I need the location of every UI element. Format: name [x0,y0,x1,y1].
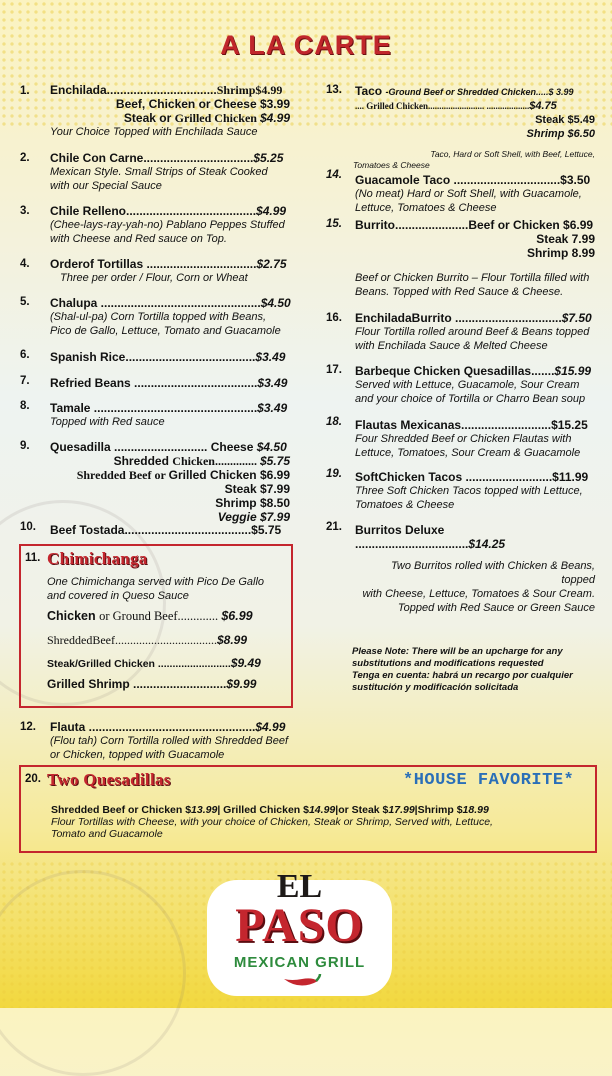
menu-item-taco: Taco -Ground Beef or Shredded Chicken.....$ 3.99 .... Grilled Chicken......................... ...................$4.75 Steak $5.49 Shrimp $6.50 Taco, Hard or Soft Shell, with Beef, Lettuce, Tomatoes & Cheese [353,84,595,170]
item-number: 7. [20,375,30,387]
item-number: 6. [20,349,30,361]
two-quesadillas-heading: Two Quesadillas [47,770,171,789]
chimichanga-heading: Chimichanga [47,549,148,568]
item-number: 13. [326,84,342,96]
menu-item-chile-relleno: Chile Relleno.......................................$4.99 (Chee-lays-ray-yah-no) Pablano Peppes Stuffed with Cheese and Red sauce on Top. [50,204,287,245]
menu-item-refried-beans: Refried Beans .....................................$3.49 [50,376,288,390]
el-paso-logo: EL PASO MEXICAN GRILL [207,880,392,996]
item-number: 2. [20,152,30,164]
item-number: 3. [20,205,30,217]
menu-item-spanish-rice: Spanish Rice.......................................$3.49 [50,350,286,364]
menu-item-flautas-mexicanas: Flautas Mexicanas...........................$15.25 Four Shredded Beef or Chicken Flautas with Lettuce, Tomatoes, Sour Cream & Guacamole [355,418,588,459]
chimichanga-option: Grilled Shrimp ............................$9.99 [47,677,257,691]
menu-item-enchilada-burrito: EnchiladaBurrito ................................$7.50 Flour Tortilla rolled around Beef & Beans topped with Enchilada Sauce & Melted Cheese [355,311,592,352]
two-quesadillas-prices: Shredded Beef or Chicken $13.99| Grilled Chicken $14.99|or Steak $17.99|Shrimp $18.99 [51,804,489,816]
menu-item-bbq-quesadillas: Barbeque Chicken Quesadillas.......$15.99 Served with Lettuce, Guacamole, Sour Cream and your choice of Tortilla or Charro Bean soup [355,364,592,405]
item-number: 9. [20,440,30,452]
item-number: 1. [20,85,30,97]
item-number: 20. [25,773,41,785]
menu-item-soft-chicken-tacos: SoftChicken Tacos ..........................$11.99 Three Soft Chicken Tacos topped with Lettuce, Tomatoes & Cheese [355,470,589,511]
menu-item-burrito: Burrito......................Beef or Chicken $6.99 Steak 7.99 Shrimp 8.99 Beef or Chicken Burrito – Flour Tortilla filled with Beans. Topped with Red Sauce & Cheese. [355,218,595,298]
item-number: 12. [20,721,36,733]
item-number: 19. [326,468,342,480]
item-number: 8. [20,400,30,412]
item-number: 14. [326,169,342,181]
item-number: 11. [25,552,41,564]
item-number: 16. [326,312,342,324]
menu-item-tortillas: Orderof Tortillas .................................$2.75 Three per order / Flour, Corn or Wheat [50,257,287,284]
menu-item-guacamole-taco: Guacamole Taco ................................$3.50 (No meat) Hard or Soft Shell, with Guacamole, Lettuce, Tomatoes & Cheese [355,173,591,214]
chili-pepper-icon [282,973,322,991]
menu-item-chalupa: Chalupa ................................................$4.50 (Shal-ul-pa) Corn Tortilla topped with Beans, Pico de Gallo, Lettuce, Tomato and Guacamole [50,296,291,337]
two-quesadillas-desc: Flour Tortillas with Cheese, with your choice of Chicken, Steak or Shrimp, Served with, Lettuce, Tomato and Guacamole [51,816,493,840]
item-number: 17. [326,364,342,376]
item-number: 21. [326,521,342,533]
item-number: 5. [20,296,30,308]
menu-item-chile-con-carne: Chile Con Carne.................................$5.25 Mexican Style. Small Strips of Steak Cooked with our Special Sauce [50,151,284,192]
chimichanga-option: ShreddedBeef..................................$8.99 [47,633,248,647]
menu-item-flauta: Flauta ..................................................$4.99 (Flou tah) Corn Tortilla rolled with Shredded Beef or Chicken, topped with Guacamole [50,720,289,761]
two-quesadillas-box [19,765,597,853]
chimichanga-box [19,544,293,708]
page-title: A LA CARTE [220,30,392,60]
chimichanga-desc: One Chimichanga served with Pico De Gallo and covered in Queso Sauce [47,576,265,602]
item-number: 4. [20,258,30,270]
item-number: 15. [326,218,342,230]
menu-item-burritos-deluxe: Burritos Deluxe ..................................$14.25 Two Burritos rolled with Chicken & Beans, topped with Cheese, Lettuce, Tomatoes & Sour Cream. Topped with Red Sauce or Green Sauce [355,523,595,614]
menu-item-enchilada: Enchilada.................................Shrimp$4.99 Beef, Chicken or Cheese $3.99 Steak or Grilled Chicken $4.99 Your Choice Topped with Enchilada Sauce [50,83,290,138]
upcharge-note: Please Note: There will be an upcharge for any substitutions and modifications requested Tenga en cuenta: habrá un recargo por cualquier sustitución y modificación solicitada [352,646,573,693]
menu-item-tamale: Tamale .................................................$3.49 Topped with Red sauce [50,401,288,428]
chimichanga-option: Chicken or Ground Beef............. $6.99 [47,609,253,623]
item-number: 18. [326,416,342,428]
menu-item-beef-tostada: Beef Tostada......................................$5.75 [50,523,282,537]
chimichanga-option: Steak/Grilled Chicken .........................$9.49 [47,656,261,670]
item-number: 10. [20,521,36,533]
menu-item-quesadilla: Quesadilla ............................ Cheese $4.50 Shredded Chicken.............. $5.75 Shredded Beef or Grilled Chicken $6.99 Steak $7.99 Shrimp $8.50 Veggie $7.99 [50,440,290,524]
house-favorite-label: *HOUSE FAVORITE* [403,771,575,790]
